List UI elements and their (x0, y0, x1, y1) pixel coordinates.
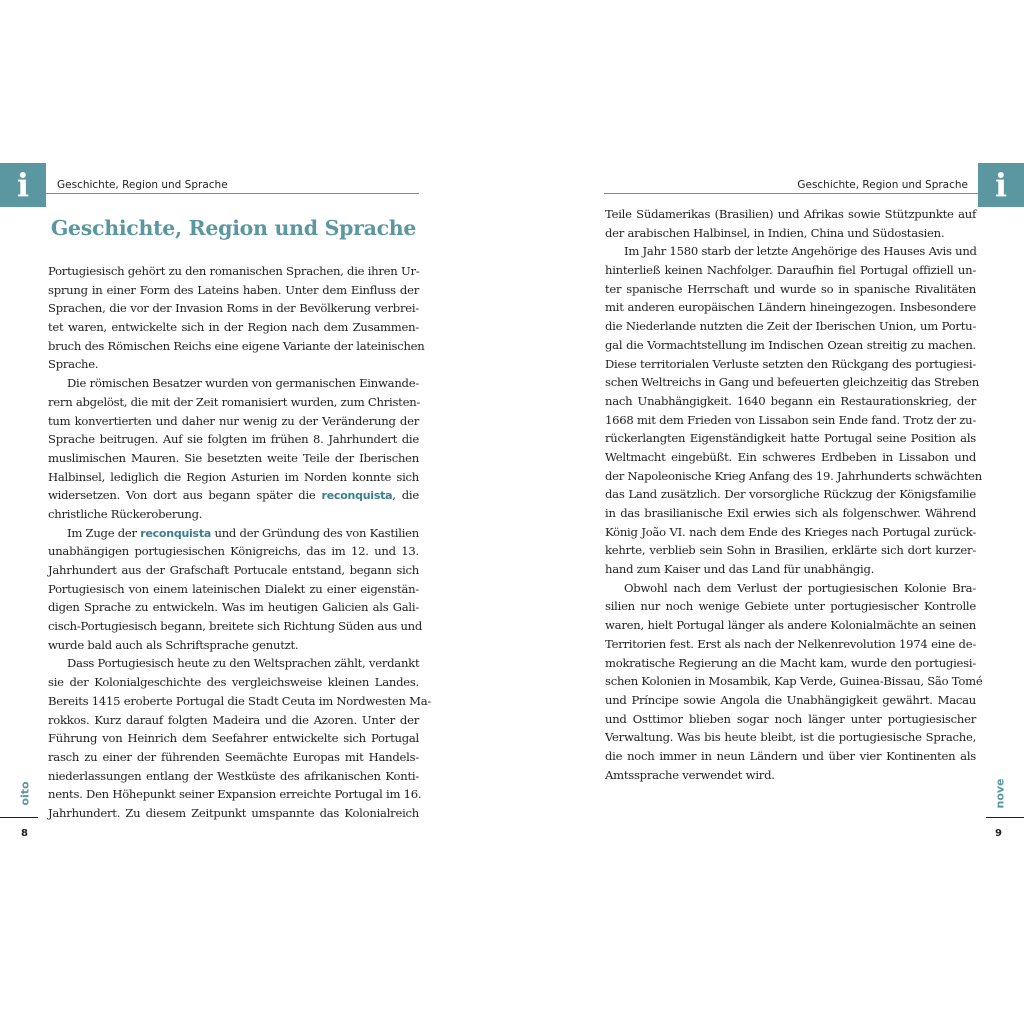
text-line (605, 448, 976, 467)
text-line (605, 280, 976, 299)
text-run: Die römischen Besatzer wurden von germanischen Einwande- (67, 376, 419, 391)
text-run: sie der Kolonialgeschichte des vergleichsweise kleinen Landes. (48, 675, 419, 690)
text-line (605, 261, 976, 280)
text-run: tum konvertierten und daher nur wenig zu der Veränderung der (48, 413, 419, 428)
text-line (48, 468, 419, 487)
text-run: muslimischen Mauren. Sie besetzten weite Teile der Iberischen (48, 450, 419, 465)
text-line (48, 355, 419, 374)
text-run: in das brasilianische Exil erwies sich als folgenschwer. Während (605, 506, 976, 520)
page-number-right: 9 (995, 828, 1002, 839)
text-run: Sprache. (48, 357, 99, 372)
text-run: Im Zuge der (67, 525, 141, 540)
text-run: und Osttimor blieben sogar noch länger unter portugiesischer (605, 711, 976, 726)
text-line (605, 467, 982, 486)
text-run: cisch-Portugiesisch begann, breitete sich Richtung Süden aus und (48, 619, 423, 634)
running-head-right: Geschichte, Region und Sprache (797, 179, 968, 191)
text-run: ter spanische Herrschaft und wurde so in spanische Rivalitäten (605, 281, 976, 296)
text-line (48, 486, 419, 505)
text-line (605, 766, 976, 785)
text-line (605, 654, 976, 673)
text-run: digen Sprache zu entwickeln. Was im heutigen Galicien als Gali- (48, 600, 419, 615)
text-line (605, 317, 976, 336)
text-run: gal die Vormachtstellung im Indischen Ozean streitig zu machen. (605, 337, 976, 352)
text-line (605, 672, 983, 691)
text-line (48, 262, 419, 281)
text-run: schen Weltreichs in Gang und befeuerten gleichzeitig das Streben (605, 375, 979, 390)
text-line (48, 785, 422, 804)
text-run: silien nur noch wenige Gebiete unter portugiesischer Kontrolle (605, 599, 976, 614)
text-line (48, 524, 419, 543)
text-line (48, 767, 419, 786)
text-run: Halbinsel, lediglich die Region Asturien im Norden konnte sich (48, 469, 419, 484)
text-run: Weltmacht eingebüßt. Ein schweres Erdbeben in Lissabon und (605, 449, 976, 464)
text-run: schen Kolonien in Mosambik, Kap Verde, Guinea-Bissau, São Tomé (605, 674, 983, 689)
text-run: bruch des Römischen Reichs eine eigene Variante der lateinischen (48, 338, 425, 353)
text-line (48, 430, 419, 449)
text-line (605, 429, 976, 448)
text-run: Im Jahr 1580 starb der letzte Angehörige des Hauses Avis und (624, 244, 977, 259)
text-run: kehrte, verblieb sein Sohn in Brasilien, erklärte sich dort kurzer- (605, 543, 976, 558)
text-run: Diese territorialen Verluste setzten den Rückgang des portugiesi- (605, 356, 976, 371)
text-line (605, 541, 976, 560)
text-line (48, 729, 419, 748)
text-line (48, 711, 419, 730)
text-line (48, 692, 432, 711)
keyword-highlight: reconquista (140, 526, 212, 540)
text-run: der Napoleonische Krieg Anfang des 19. Jahrhunderts schwächten (605, 468, 982, 483)
text-run: nents. Den Höhepunkt seiner Expansion erreichte Portugal im 16. (48, 787, 422, 802)
text-run: Sprachen, die vor der Invasion Roms in der Bevölkerung verbrei- (48, 301, 419, 316)
text-run: hand zum Kaiser und das Land für unabhängig. (605, 562, 875, 577)
text-run: rückerlangten Eigenständigkeit hatte Portugal seine Position als (605, 431, 976, 446)
page-word-left: oito (18, 781, 32, 806)
text-line (48, 542, 419, 561)
text-line (48, 299, 419, 318)
text-line (605, 205, 976, 224)
text-run: tet waren, entwickelte sich in der Region nach dem Zusammen- (48, 320, 419, 335)
text-run: mit anderen europäischen Ländern hineingezogen. Insbesondere (605, 300, 976, 315)
footer-rule-left (0, 817, 38, 818)
text-line (48, 598, 419, 617)
header-rule-left (46, 193, 419, 194)
text-line (48, 281, 419, 300)
text-line (605, 691, 976, 710)
text-run: Verwaltung. Was bis heute bleibt, ist die portugiesische Sprache, (605, 730, 976, 745)
text-line (48, 374, 419, 393)
text-line (48, 318, 419, 337)
text-run: die noch immer in neun Ländern und über vier Kontinenten als (605, 748, 976, 763)
text-run: rokkos. Kurz darauf folgten Madeira und die Azoren. Unter der (48, 712, 419, 727)
text-line (605, 392, 976, 411)
text-run: , die (392, 488, 419, 503)
text-run: waren, hielt Portugal länger als andere Kolonialmächte an seinen (605, 618, 976, 633)
text-line (605, 355, 976, 374)
text-run: Portugiesisch von einem lateinischen Dialekt zu einer eigenstän- (48, 581, 419, 596)
text-line (48, 654, 419, 673)
info-icon: i (0, 163, 46, 207)
text-line (605, 411, 976, 430)
text-line (605, 504, 976, 523)
text-run: Bereits 1415 eroberte Portugal die Stadt Ceuta im Nordwesten Ma- (48, 693, 432, 708)
chapter-title: Geschichte, Region und Sprache (50, 216, 417, 240)
text-line (48, 636, 419, 655)
text-run: 1668 mit dem Frieden von Lissabon sein Ende fand. Trotz der zu- (605, 412, 976, 427)
text-run: Obwohl nach dem Verlust der portugiesischen Kolonie Bra- (624, 580, 976, 595)
text-line (48, 412, 419, 431)
text-line (605, 728, 976, 747)
text-line (48, 617, 423, 636)
text-line (48, 449, 419, 468)
text-line (48, 748, 419, 767)
text-run: Jahrhundert aus der Grafschaft Portucale entstand, begann sich (48, 563, 419, 577)
footer-rule-right (986, 817, 1024, 818)
text-run: sprung in einer Form des Lateins haben. Unter dem Einfluss der (48, 282, 419, 297)
text-run: unabhängigen portugiesischen Königreichs, das im 12. und 13. (48, 544, 419, 559)
text-line (605, 242, 976, 261)
text-line (605, 710, 976, 729)
text-run: mokratische Regierung an die Macht kam, wurde den portugiesi- (605, 655, 976, 670)
text-run: Sprache beitrugen. Auf sie folgten im frühen 8. Jahrhundert die (48, 432, 419, 447)
text-line (48, 804, 419, 823)
text-run: die Niederlande nutzten die Zeit der Iberischen Union, um Portu- (605, 319, 976, 334)
text-line (48, 673, 419, 692)
text-run: Dass Portugiesisch heute zu den Weltsprachen zählt, verdankt (67, 656, 420, 671)
text-run: hinterließ keinen Nachfolger. Daraufhin fiel Portugal offiziell un- (605, 263, 976, 278)
text-run: rasch zu einer der führenden Seemächte Europas mit Handels- (48, 749, 419, 764)
text-run: und der Gründung des von Kastilien (211, 525, 419, 540)
text-line (48, 393, 419, 412)
text-line (605, 298, 976, 317)
left-page-body (48, 262, 432, 823)
text-line (605, 635, 976, 654)
text-run: Jahrhundert. Zu diesem Zeitpunkt umspannte das Kolonialreich (48, 805, 419, 820)
text-line (605, 579, 976, 598)
text-run: Portugiesisch gehört zu den romanischen Sprachen, die ihren Ur- (48, 264, 420, 278)
text-run: wurde bald auch als Schriftsprache genutzt. (48, 637, 299, 652)
page-number-left: 8 (21, 828, 28, 839)
text-run: und Príncipe sowie Angola die Unabhängigkeit gewährt. Macau (605, 692, 976, 707)
text-line (605, 224, 976, 243)
right-page-body (605, 205, 983, 784)
text-run: der arabischen Halbinsel, in Indien, China und Südostasien. (605, 225, 945, 240)
text-line (48, 580, 419, 599)
page-word-right: nove (993, 778, 1007, 809)
text-line (605, 523, 976, 542)
text-line (605, 373, 979, 392)
text-line (605, 485, 976, 504)
text-run: König João VI. nach dem Ende des Krieges nach Portugal zurück- (605, 524, 976, 539)
text-run: Territorien fest. Erst als nach der Nelkenrevolution 1974 eine de- (605, 636, 976, 651)
text-run: Teile Südamerikas (Brasilien) und Afrikas sowie Stützpunkte auf (605, 207, 976, 221)
header-rule-right (604, 193, 978, 194)
text-line (48, 561, 419, 580)
running-head-left: Geschichte, Region und Sprache (57, 179, 228, 191)
keyword-highlight: reconquista (321, 489, 393, 503)
text-line (605, 597, 976, 616)
text-line (605, 747, 976, 766)
text-run: niederlassungen entlang der Westküste des afrikanischen Konti- (48, 768, 419, 783)
text-run: Amtssprache verwendet wird. (605, 767, 775, 782)
text-run: das Land zusätzlich. Der vorsorgliche Rückzug der Königsfamilie (605, 487, 976, 502)
text-line (605, 616, 976, 635)
info-icon: i (978, 163, 1024, 207)
text-line (605, 560, 976, 579)
text-run: nach Unabhängigkeit. 1640 begann ein Restaurationskrieg, der (605, 393, 976, 408)
text-line (48, 505, 419, 524)
text-run: christliche Rückeroberung. (48, 506, 203, 521)
text-line (605, 336, 976, 355)
text-run: Führung von Heinrich dem Seefahrer entwickelte sich Portugal (48, 731, 419, 746)
text-run: rern abgelöst, die mit der Zeit romanisiert wurden, zum Christen- (48, 394, 421, 409)
text-run: widersetzen. Von dort aus begann später die (48, 488, 322, 503)
text-line (48, 337, 425, 356)
